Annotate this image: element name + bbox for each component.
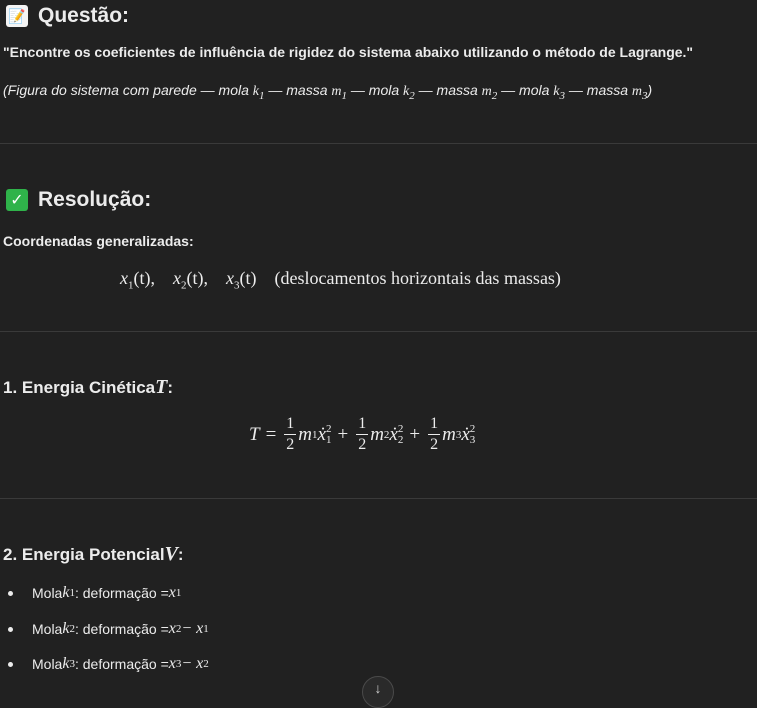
memo-icon: 📝 — [6, 5, 28, 27]
bullet-dot — [8, 591, 13, 596]
check-mark-icon: ✓ — [6, 189, 28, 211]
fraction-one-half: $\frac{1}{2}$ — [286, 415, 295, 453]
list-item: Mola k 1 : deformação = x 1 — [8, 584, 181, 602]
question-quote: "Encontre os coeficientes de influência de rigidez do sistema abaixo utilizando o método de Lagrange." — [3, 44, 694, 60]
section-potential-energy-title: 2. Energia Potencial V : — [3, 543, 184, 565]
list-item: Mola k 2 : deformação = x 2 − x 1 — [8, 620, 209, 638]
generalized-coordinates: $x_1(t)$, $x_2(t)$, $x_3(t)$ (deslocamentos horizontais das massas) — [120, 268, 561, 292]
divider — [0, 331, 757, 332]
figure-note: (Figura do sistema com parede — mola $k_1$ — massa $m_1$ — mola $k_2$ — massa $m_2$ — mola $k_3$ — massa $m_3$) — [3, 82, 653, 102]
list-item: Mola k 3 : deformação = x 3 − x 2 — [8, 655, 209, 673]
coords-note: (deslocamentos horizontais das massas) — [274, 268, 561, 288]
arrow-down-icon: ↓ — [374, 680, 382, 696]
bullet-dot — [8, 662, 13, 667]
coords-label: Coordenadas generalizadas: — [3, 233, 194, 249]
bullet-dot — [8, 627, 13, 632]
fraction-one-half: $\frac{1}{2}$ — [358, 415, 367, 453]
kinetic-energy-equation: T = $\frac{1}{2}$ m 1 ẋ 2 1 + $\frac{1}{2}$ m 2 ẋ 2 2 + $\frac{1}{2}$ m 3 ẋ 2 3 — [249, 415, 476, 453]
scroll-to-bottom-button[interactable] — [362, 676, 394, 708]
fraction-one-half: $\frac{1}{2}$ — [430, 415, 439, 453]
divider — [0, 143, 757, 144]
divider — [0, 498, 757, 499]
question-heading: 📝 Questão: — [6, 4, 129, 28]
section-kinetic-energy-title: 1. Energia Cinética T : — [3, 376, 174, 398]
resolution-heading: ✓ Resolução: — [6, 188, 151, 212]
